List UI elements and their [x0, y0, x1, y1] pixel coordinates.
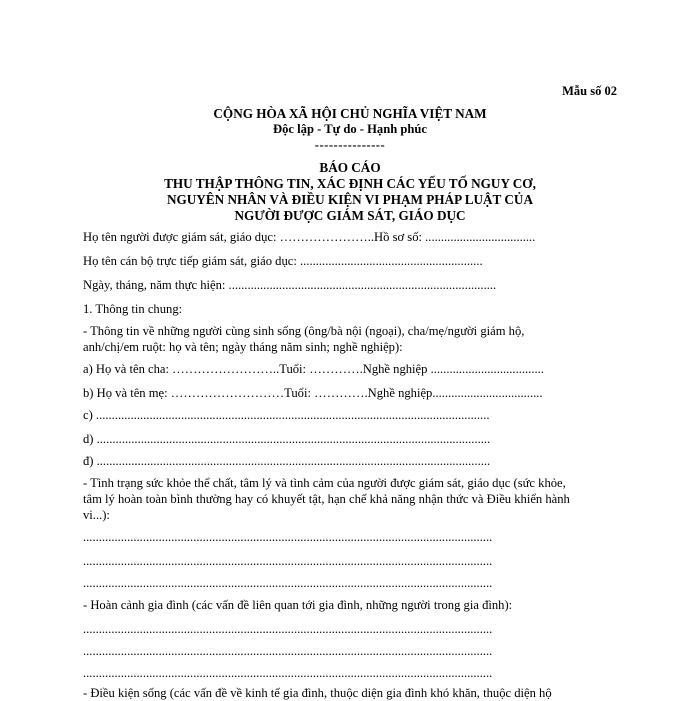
dotted-answer-line: .................................................................................................................................. [83, 554, 493, 568]
person-c-field: c) ............................................................................................................................. [83, 408, 490, 422]
dotted-answer-line: .................................................................................................................................. [83, 530, 493, 544]
person-dd-field: đ) ............................................................................................................................. [83, 454, 491, 468]
form-number: Mẫu số 02 [562, 84, 617, 98]
section-heading-general-info: 1. Thông tin chung: [83, 302, 183, 316]
cohabitants-info-line: - Thông tin về những người cùng sinh sống (ông/bà nội (ngoại), cha/mẹ/người giám hộ, [83, 324, 525, 338]
dotted-answer-line: .................................................................................................................................. [83, 622, 493, 636]
report-title-line: NGƯỜI ĐƯỢC GIÁM SÁT, GIÁO DỤC [234, 208, 466, 223]
health-status-line: vi...): [83, 508, 110, 522]
date-field: Ngày, tháng, năm thực hiện: ..................................................................................... [83, 278, 497, 292]
supervised-person-name-field: Họ tên người được giám sát, giáo dục: …………………..Hồ sơ số: ................................... [83, 230, 536, 244]
officer-name-field: Họ tên cán bộ trực tiếp giám sát, giáo dục: .......................................................... [83, 254, 483, 268]
motto: Độc lập - Tự do - Hạnh phúc [273, 122, 427, 136]
health-status-line: tâm lý hoàn toàn bình thường hay có khuyết tật, hạn chế khả năng nhận thức và Điều khiển hành [83, 492, 570, 506]
dotted-answer-line: .................................................................................................................................. [83, 644, 493, 658]
report-title-line: NGUYÊN NHÂN VÀ ĐIỀU KIỆN VI PHẠM PHÁP LUẬT CỦA [167, 192, 533, 207]
health-status-line: - Tình trạng sức khỏe thể chất, tâm lý và tình cảm của người được giám sát, giáo dục (sức khỏe, [83, 476, 566, 490]
report-title-line: THU THẬP THÔNG TIN, XÁC ĐỊNH CÁC YẾU TỐ NGUY CƠ, [164, 176, 536, 191]
header-separator: --------------- [314, 138, 386, 152]
father-field: a) Họ và tên cha: ……………………..Tuổi: ………….Nghề nghiệp .................................... [83, 362, 544, 376]
dotted-answer-line: .................................................................................................................................. [83, 576, 493, 590]
person-d-field: d) ............................................................................................................................. [83, 432, 491, 446]
report-title-line: BÁO CÁO [319, 160, 381, 175]
family-circumstances-line: - Hoàn cảnh gia đình (các vấn đề liên quan tới gia đình, những người trong gia đình): [83, 598, 513, 612]
cohabitants-info-line: anh/chị/em ruột: họ và tên; ngày tháng năm sinh; nghề nghiệp): [83, 340, 403, 354]
national-title: CỘNG HÒA XÃ HỘI CHỦ NGHĨA VIỆT NAM [213, 106, 487, 121]
mother-field: b) Họ và tên mẹ: ………………………Tuổi: ………….Nghề nghiệp................................... [83, 386, 543, 400]
dotted-answer-line: .................................................................................................................................. [83, 666, 493, 680]
living-conditions-line: - Điều kiện sống (các vấn đề về kinh tế gia đình, thuộc diện gia đình khó khăn, thuộc diện hộ [83, 686, 552, 700]
